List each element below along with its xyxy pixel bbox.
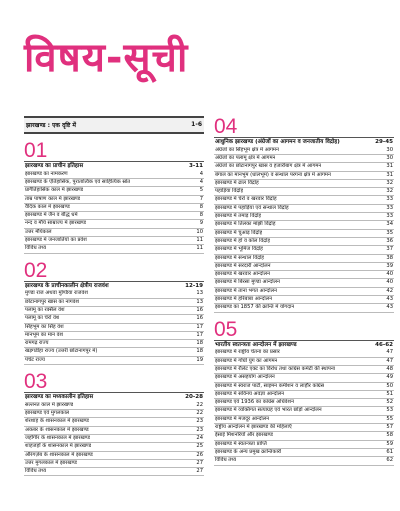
toc-entry-title: झारखण्ड का 1857 की क्रान्ति में योगदान bbox=[215, 304, 295, 311]
toc-entry-page: 23 bbox=[196, 426, 203, 433]
chapter-number: 05 bbox=[214, 317, 238, 341]
chapter-section bbox=[24, 260, 204, 365]
toc-entry-page: 32 bbox=[386, 179, 393, 186]
toc-entry[interactable] bbox=[214, 358, 394, 366]
toc-entry-title: झारखण्ड में ताना भगत आन्दोलन bbox=[215, 287, 278, 294]
toc-entry[interactable] bbox=[214, 424, 394, 432]
chapter-title: झारखण्ड का प्राचीन इतिहास bbox=[25, 163, 84, 169]
toc-entry[interactable] bbox=[214, 188, 394, 196]
chapter-number: 03 bbox=[24, 370, 48, 394]
toc-entry[interactable] bbox=[24, 427, 204, 435]
toc-entry[interactable] bbox=[24, 324, 204, 332]
toc-entry-page: 55 bbox=[386, 415, 393, 422]
toc-entry[interactable] bbox=[214, 416, 394, 424]
chapter-pages: 3-11 bbox=[189, 163, 203, 169]
chapter-section bbox=[24, 140, 204, 254]
toc-entry-title: सल्तनत काल में झारखण्ड bbox=[25, 401, 74, 408]
toc-entry-page: 4 bbox=[199, 179, 203, 185]
toc-entry[interactable] bbox=[214, 366, 394, 374]
toc-entry-page: 35 bbox=[386, 229, 393, 236]
toc-entry-page: 47 bbox=[386, 349, 393, 356]
chapter-number: 04 bbox=[214, 115, 238, 138]
toc-entry-title: पहाड़िया विद्रोह bbox=[215, 188, 244, 195]
toc-entry-title: बंगाल का मानभूम (धालभूम) व सन्थाल परगना क्षेत्र में आगमन bbox=[215, 171, 331, 178]
toc-entry-title: सिंहभूम का सिंह वंश bbox=[25, 323, 64, 330]
chapter-pages: 20-28 bbox=[185, 394, 203, 401]
toc-entry-title: झारखण्ड का नामकरण bbox=[25, 170, 68, 177]
toc-entry[interactable] bbox=[214, 449, 394, 457]
toc-entry[interactable] bbox=[214, 163, 394, 171]
toc-entry[interactable] bbox=[214, 304, 394, 312]
toc-entry-title: मानभूम का मान वंश bbox=[25, 331, 64, 338]
chapter-number: 01 bbox=[24, 139, 48, 162]
toc-entry-title: विविध तथ्य bbox=[25, 245, 47, 252]
toc-entry-title: झारखण्ड में ढाल विद्रोह bbox=[215, 179, 259, 186]
toc-entry[interactable] bbox=[214, 349, 394, 357]
toc-entry-page: 62 bbox=[386, 457, 393, 464]
toc-entry[interactable] bbox=[214, 147, 394, 155]
chapter-pages: 12-19 bbox=[185, 282, 203, 289]
toc-entry-page: 10 bbox=[196, 228, 203, 235]
toc-entry-title: वैदिक काल में झारखण्ड bbox=[25, 203, 70, 210]
toc-entry[interactable] bbox=[214, 288, 394, 296]
toc-entry-page: 27 bbox=[196, 468, 203, 475]
page-title: विषय-सूची bbox=[24, 35, 189, 81]
toc-entry[interactable] bbox=[214, 230, 394, 238]
toc-entry-page: 18 bbox=[196, 340, 203, 347]
toc-entry-title: विविध तथ्य bbox=[25, 468, 47, 475]
toc-entry[interactable] bbox=[214, 374, 394, 382]
chapter-pages: 29-45 bbox=[375, 139, 393, 145]
toc-entry-title: झारखण्ड में चेरो व खरवार विद्रोह bbox=[215, 196, 277, 203]
toc-entry-title: पलामू का चेरो वंश bbox=[25, 315, 60, 322]
toc-entry-title: नन्द व मौर्य साम्राज्य में झारखण्ड bbox=[25, 220, 87, 227]
toc-entry-title: झारखण्ड में चुआड़ विद्रोह bbox=[215, 229, 263, 236]
toc-entry-page: 11 bbox=[196, 237, 203, 244]
toc-entry[interactable] bbox=[24, 290, 204, 298]
toc-entry-page: 22 bbox=[196, 410, 203, 417]
toc-entry[interactable] bbox=[214, 238, 394, 246]
toc-entry[interactable] bbox=[24, 402, 204, 410]
toc-entry[interactable] bbox=[24, 460, 204, 468]
chapter-heading[interactable] bbox=[24, 161, 204, 171]
toc-entry-title: ताम्र पाषाण काल में झारखण्ड bbox=[25, 195, 81, 202]
toc-entry-title: राष्ट्रीय आन्दोलन में झारखण्ड की महिलाएँ bbox=[215, 424, 292, 431]
chapter-heading[interactable] bbox=[214, 137, 394, 147]
toc-entry[interactable] bbox=[214, 246, 394, 254]
toc-entry-page: 18 bbox=[196, 348, 203, 355]
chapter-section bbox=[214, 116, 394, 313]
toc-entry-page: 9 bbox=[199, 220, 203, 227]
toc-entry-page: 52 bbox=[386, 399, 393, 406]
toc-entry-title: उत्तर मौर्यकाल bbox=[25, 228, 52, 235]
toc-entry-title: पंचेट राज्य bbox=[25, 356, 45, 363]
toc-entry-page: 37 bbox=[386, 246, 393, 253]
toc-entry-page: 24 bbox=[196, 434, 203, 441]
toc-entry[interactable] bbox=[24, 357, 204, 365]
toc-entry-title: झारखण्ड में राष्ट्रीय चेतना का प्रसार bbox=[215, 349, 280, 356]
toc-entry-page: 30 bbox=[386, 155, 393, 161]
toc-entry-page: 43 bbox=[386, 304, 393, 311]
chapter-number: 02 bbox=[24, 258, 48, 282]
toc-entry-title: औरंगज़ेब के शासनकाल में झारखण्ड bbox=[25, 451, 93, 458]
toc-entry[interactable] bbox=[24, 204, 204, 212]
toc-entry-title: जहाँगीर के शासनकाल में झारखण्ड bbox=[25, 434, 90, 441]
toc-entry-page: 57 bbox=[386, 424, 393, 431]
toc-entry-page: 17 bbox=[196, 323, 203, 330]
toc-entry-title: झारखण्ड में सन्थाल विद्रोह bbox=[215, 254, 265, 261]
toc-entry[interactable] bbox=[24, 245, 204, 253]
toc-entry-title: झारखण्ड में व्यक्तिगत सत्याग्रह एवं भारत छोड़ो आन्दोलन bbox=[215, 407, 322, 414]
toc-entry-page: 51 bbox=[386, 390, 393, 397]
chapter-title: आधुनिक झारखण्ड (अंग्रेजों का आगमन व जनजातीय विद्रोह) bbox=[215, 139, 340, 145]
toc-entry-title: अंग्रेजों का सिंहभूम क्षेत्र में आगमन bbox=[215, 146, 279, 153]
toc-entry[interactable] bbox=[24, 348, 204, 356]
toc-entry-title: झारखण्ड में मजदूर आन्दोलन bbox=[215, 415, 270, 422]
toc-entry-page: 39 bbox=[386, 262, 393, 269]
toc-entry[interactable] bbox=[24, 171, 204, 179]
toc-entry[interactable] bbox=[24, 196, 204, 204]
toc-entry-page: 49 bbox=[386, 374, 393, 381]
toc-entry[interactable] bbox=[214, 407, 394, 415]
toc-entry-title: मुण्डा राज अथवा मुण्डिया राजवंश bbox=[25, 290, 88, 297]
toc-entry-title: झारखण्ड में सविनय अवज्ञा आन्दोलन bbox=[215, 390, 285, 397]
toc-entry-page: 31 bbox=[386, 171, 393, 178]
toc-entry-title: झारखण्ड में स्वराज पार्टी, साइमन कमीशन व लाहौर कांग्रेस bbox=[215, 382, 325, 389]
toc-entry-page: 33 bbox=[386, 213, 393, 220]
toc-entry-page: 16 bbox=[196, 315, 203, 322]
chapter-section bbox=[24, 371, 204, 476]
toc-entry-page: 59 bbox=[386, 440, 393, 447]
toc-entry-page: 34 bbox=[386, 221, 393, 228]
toc-entry-page: 25 bbox=[196, 443, 203, 450]
toc-entry-page: 7 bbox=[199, 195, 203, 202]
toc-entry[interactable] bbox=[214, 391, 394, 399]
overview-row[interactable] bbox=[24, 116, 204, 134]
toc-entry-title: झारखण्ड में बिरसा मुण्डा आन्दोलन bbox=[215, 279, 280, 286]
right-column bbox=[214, 116, 394, 472]
toc-entry-page: 40 bbox=[386, 271, 393, 278]
toc-entry[interactable] bbox=[214, 263, 394, 271]
toc-entry-page: 19 bbox=[196, 356, 203, 363]
toc-entry-page: 42 bbox=[386, 287, 393, 294]
toc-entry-page: 23 bbox=[196, 418, 203, 425]
toc-entry-title: प्रागैतिहासिक काल में झारखण्ड bbox=[25, 187, 84, 194]
toc-entry-title: झारखण्ड में हो व कोल विद्रोह bbox=[215, 237, 271, 244]
toc-entry-page: 8 bbox=[199, 212, 203, 219]
toc-entry[interactable] bbox=[24, 468, 204, 476]
toc-entry-title: विविध तथ्य bbox=[215, 457, 237, 464]
toc-entry-page: 13 bbox=[196, 290, 203, 297]
toc-entry-page: 53 bbox=[386, 407, 393, 414]
toc-entry-title: अकबर के शासनकाल में झारखण्ड bbox=[25, 426, 89, 433]
chapter-pages: 46-62 bbox=[375, 341, 393, 348]
toc-entry[interactable] bbox=[24, 307, 204, 315]
toc-entry-page: 27 bbox=[196, 459, 203, 466]
toc-entry[interactable] bbox=[24, 340, 204, 348]
toc-entry-page: 13 bbox=[196, 298, 203, 305]
toc-entry[interactable] bbox=[24, 443, 204, 451]
toc-entry-page: 16 bbox=[196, 306, 203, 313]
chapter-heading[interactable] bbox=[24, 392, 204, 402]
toc-entry[interactable] bbox=[24, 229, 204, 237]
toc-entry[interactable] bbox=[214, 205, 394, 213]
toc-entry-title: झारखण्ड में भूमिज विद्रोह bbox=[215, 246, 263, 253]
chapter-title: झारखण्ड के प्राचीनकालीन क्षेत्रीय राजवंश bbox=[25, 282, 109, 289]
toc-entry-page: 38 bbox=[386, 254, 393, 261]
toc-entry-page: 32 bbox=[386, 188, 393, 195]
toc-entry[interactable] bbox=[24, 212, 204, 220]
toc-entry[interactable] bbox=[24, 179, 204, 187]
toc-entry[interactable] bbox=[24, 452, 204, 460]
chapter-heading[interactable] bbox=[214, 340, 394, 350]
toc-entry[interactable] bbox=[24, 187, 204, 195]
toc-entry-title: झारखण्ड में हरिबाबा आन्दोलन bbox=[215, 296, 273, 303]
toc-entry-page: 33 bbox=[386, 196, 393, 203]
toc-entry-title: रामगढ़ राज्य bbox=[25, 340, 49, 347]
toc-entry-title: झारखण्ड में खरवार आन्दोलन bbox=[215, 271, 271, 278]
toc-entry-title: शाहजहाँ के शासनकाल में झारखण्ड bbox=[25, 443, 92, 450]
toc-entry[interactable] bbox=[24, 220, 204, 228]
toc-entry-page: 22 bbox=[196, 401, 203, 408]
toc-entry[interactable] bbox=[214, 255, 394, 263]
toc-entry-title: उत्तर मुगलकाल में झारखण्ड bbox=[25, 459, 77, 466]
toc-entry-page: 26 bbox=[196, 451, 203, 458]
toc-entry-title: पलामू का रक्सैल वंश bbox=[25, 306, 65, 313]
overview-pages: 1-6 bbox=[191, 121, 202, 128]
toc-entry[interactable] bbox=[214, 172, 394, 180]
toc-entry-title: झारखण्ड में जैन व बौद्ध धर्म bbox=[25, 212, 78, 219]
toc-entry-title: अंग्रेजों का छोटानागपुर खास व हजारीबाग क्षेत्र में आगमन bbox=[215, 163, 322, 170]
toc-entry-page: 50 bbox=[386, 382, 393, 389]
toc-entry[interactable] bbox=[214, 432, 394, 440]
chapter-section bbox=[214, 319, 394, 466]
toc-entry[interactable] bbox=[24, 299, 204, 307]
toc-entry[interactable] bbox=[24, 410, 204, 418]
toc-entry[interactable] bbox=[24, 237, 204, 245]
chapter-title: भारतीय स्वतन्त्रता आन्दोलन में झारखण्ड bbox=[215, 341, 297, 348]
toc-entry[interactable] bbox=[214, 457, 394, 465]
toc-entry-title: शेरशाह के शासनकाल में झारखण्ड bbox=[25, 418, 89, 425]
toc-entry-title: झारखण्ड में रौलेट एक्ट का विरोध तथा कांग्रेस कमेटी की स्थापना bbox=[215, 365, 336, 372]
toc-entry-title: झारखण्ड में गाँधी युग का आगमन bbox=[215, 357, 278, 364]
toc-entry[interactable] bbox=[24, 435, 204, 443]
toc-entry-title: झारखण्ड एवं मुगलकाल bbox=[25, 410, 70, 417]
chapter-heading[interactable] bbox=[24, 281, 204, 291]
toc-entry-page: 48 bbox=[386, 365, 393, 372]
toc-entry-title: झारखण्ड के अन्य प्रमुख क्रान्तिकारी bbox=[215, 448, 282, 455]
toc-entry-page: 11 bbox=[196, 245, 203, 252]
toc-entry-title: अंग्रेजों का पलामू क्षेत्र में आगमन bbox=[215, 155, 276, 161]
toc-entry-page: 30 bbox=[386, 146, 393, 153]
toc-entry-page: 8 bbox=[199, 203, 203, 210]
toc-entry-title: झारखण्ड में पहाड़िया एवं सन्थाल विद्रोह bbox=[215, 204, 289, 211]
toc-entry[interactable] bbox=[24, 332, 204, 340]
toc-entry-title: छोटानागपुर खास का नागवंश bbox=[25, 298, 80, 305]
toc-entry-page: 4 bbox=[199, 170, 203, 177]
chapter-title: झारखण्ड का मध्यकालीन इतिहास bbox=[25, 394, 94, 401]
toc-entry-page: 43 bbox=[386, 296, 393, 303]
toc-entry[interactable] bbox=[214, 213, 394, 221]
toc-entry-page: 17 bbox=[196, 331, 203, 338]
overview-label: झारखण्ड : एक दृष्टि में bbox=[26, 122, 77, 129]
toc-entry-title: खड़गडीहा राज्य (उत्तरी छोटानागपुर में) bbox=[25, 348, 98, 355]
toc-entry-page: 40 bbox=[386, 279, 393, 286]
toc-entry-title: झारखण्ड में तिलका मांझी विद्रोह bbox=[215, 221, 276, 228]
toc-entry-title: झारखण्ड के ऐतिहासिक, पुरातात्विक एवं साहित्यिक स्रोत bbox=[25, 179, 131, 185]
toc-entry-title: झारखण्ड में जनजातियों का प्रवेश bbox=[25, 237, 87, 244]
toc-entry-title: झारखण्ड में तमाड़ विद्रोह bbox=[215, 213, 262, 220]
toc-entry-page: 36 bbox=[386, 237, 393, 244]
toc-entry[interactable] bbox=[214, 271, 394, 279]
toc-entry[interactable] bbox=[214, 399, 394, 407]
toc-entry-page: 31 bbox=[386, 163, 393, 170]
toc-entry-title: ईसाई मिशनरियाँ और झारखण्ड bbox=[215, 432, 273, 439]
toc-entry[interactable] bbox=[214, 383, 394, 391]
toc-entry-page: 47 bbox=[386, 357, 393, 364]
toc-entry-page: 5 bbox=[199, 187, 203, 194]
toc-entry[interactable] bbox=[214, 296, 394, 304]
toc-entry[interactable] bbox=[24, 418, 204, 426]
toc-entry-title: झारखण्ड एवं 1936 का कांग्रेस अधिवेशन bbox=[215, 399, 294, 406]
toc-entry-title: झारखण्ड में स्वतन्त्रता प्राप्ति bbox=[215, 440, 267, 447]
toc-entry-page: 58 bbox=[386, 432, 393, 439]
toc-entry[interactable] bbox=[214, 196, 394, 204]
toc-entry[interactable] bbox=[214, 155, 394, 163]
toc-entry-title: झारखण्ड में सरदारी आन्दोलन bbox=[215, 262, 271, 269]
toc-entry-page: 33 bbox=[386, 204, 393, 211]
toc-entry-title: झारखण्ड में असहयोग आन्दोलन bbox=[215, 374, 275, 381]
toc-entry[interactable] bbox=[214, 180, 394, 188]
toc-entry[interactable] bbox=[214, 441, 394, 449]
toc-entry-page: 61 bbox=[386, 448, 393, 455]
toc-entry[interactable] bbox=[214, 221, 394, 229]
left-column bbox=[24, 116, 204, 482]
toc-entry[interactable] bbox=[24, 315, 204, 323]
toc-entry[interactable] bbox=[214, 279, 394, 287]
